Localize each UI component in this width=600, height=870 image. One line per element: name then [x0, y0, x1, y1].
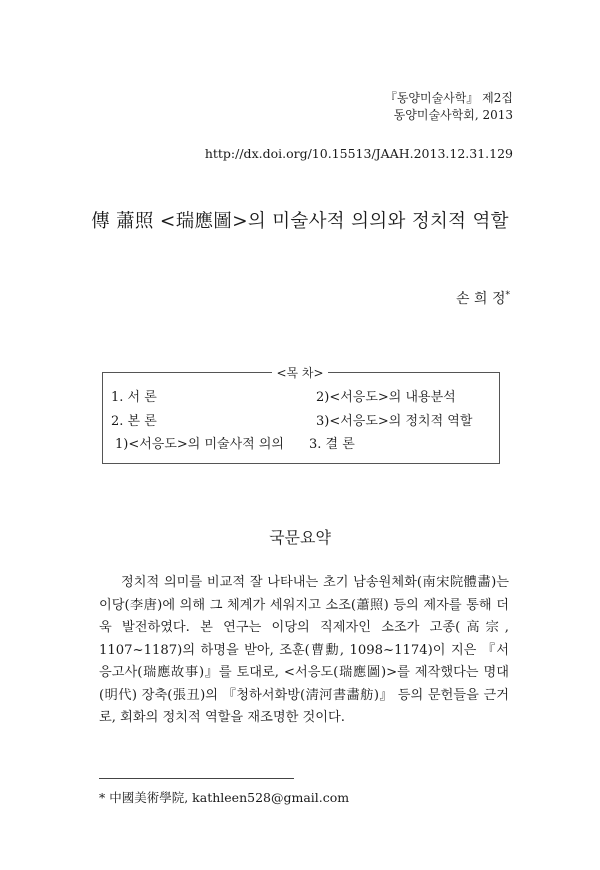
doi-link[interactable]: http://dx.doi.org/10.15513/JAAH.2013.12.31.129 [204, 146, 513, 161]
toc-item: 3. 결 론 [309, 437, 355, 452]
footnote: * 中國美術學院, kathleen528@gmail.com [99, 790, 350, 805]
footnote-divider [99, 778, 294, 779]
toc-label: <목 차> [0, 364, 600, 381]
toc-item: 1. 서 론 [111, 390, 157, 405]
abstract-body [99, 572, 509, 730]
toc-item: 3)<서응도>의 정치적 역할 [316, 414, 473, 429]
toc-item: 1)<서응도>의 미술사적 의의 [115, 437, 284, 452]
author-name: 손 희 정 [456, 291, 506, 307]
toc-item: 2)<서응도>의 내용분석 [316, 390, 456, 405]
author [456, 288, 510, 308]
abstract-paragraph: 정치적 의미를 비교적 잘 나타내는 초기 남송원체화(南宋院體畵)는 이당(李唐)에 의해 그 체계가 세워지고 소조(蕭照) 등의 제자를 통해 더욱 발전하였다. 본 연구는 이당의 직제자인 소조가 고종(高宗, 1107~1187)의 하명을 받아, 조훈(曹勳, 1098~1174)이 지은 『서응고사(瑞應故事)』를 토대로, <서응도(瑞應圖)>를 제작했다는 명대(明代) 장축(張丑)의 『청하서화방(淸河書畵舫)』 등의 문헌들을 근거로, 회화의 정치적 역할을 재조명한 것이다. [99, 575, 509, 725]
author-footnote-mark: * [505, 290, 510, 301]
paper-title: 傳 蕭照 <瑞應圖>의 미술사적 의의와 정치적 역할 [91, 211, 509, 232]
toc-item: 2. 본 론 [111, 414, 157, 429]
journal-name: 『동양미술사학』 제2집 [384, 91, 513, 105]
journal-info [385, 90, 513, 124]
journal-publisher: 동양미술사학회, 2013 [393, 108, 513, 122]
abstract-heading: 국문요약 [269, 528, 331, 547]
